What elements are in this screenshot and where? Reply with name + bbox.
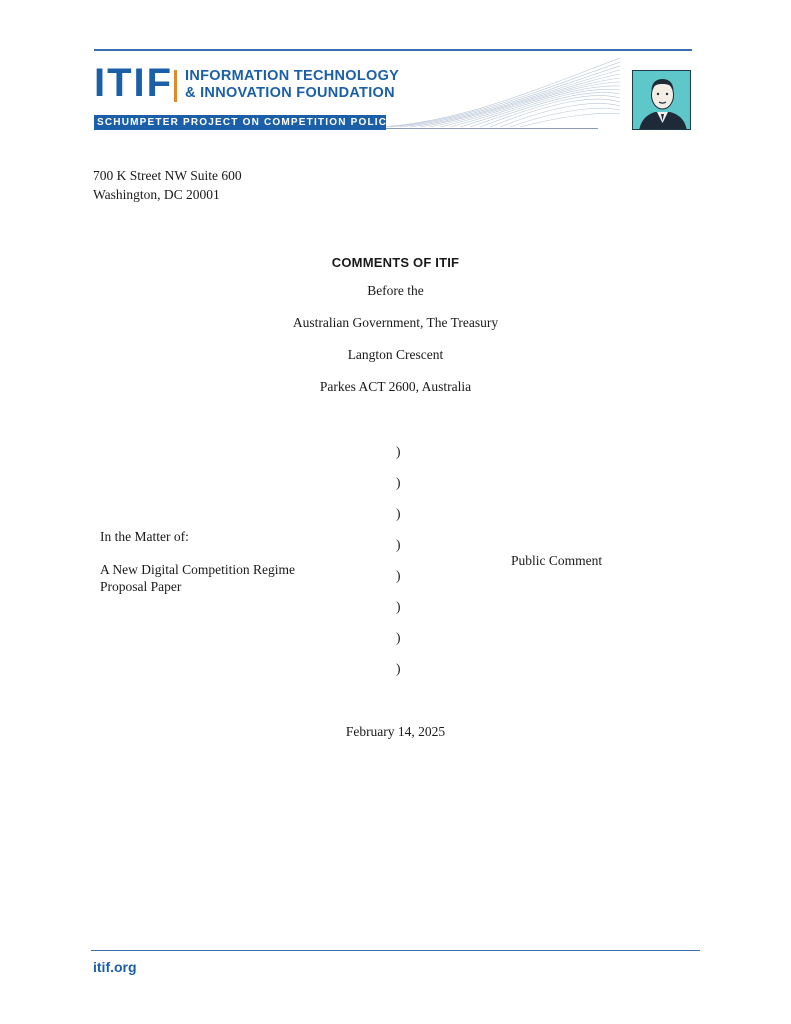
caption-paren: )	[396, 661, 401, 676]
schumpeter-portrait-image	[632, 70, 691, 130]
recipient-city: Parkes ACT 2600, Australia	[319, 379, 472, 394]
matter-title	[100, 561, 295, 595]
header-rule	[94, 49, 692, 51]
organization-name-line2: & INNOVATION FOUNDATION	[185, 85, 395, 101]
recipient-street: Langton Crescent	[347, 347, 444, 362]
header-wave-graphic	[380, 52, 620, 132]
program-band: SCHUMPETER PROJECT ON COMPETITION POLICY	[94, 115, 386, 130]
logo-divider	[174, 70, 177, 102]
caption-paren: )	[396, 444, 401, 459]
caption-paren: )	[396, 506, 401, 521]
itif-logo-mark: ITIF	[94, 61, 174, 105]
caption-paren: )	[396, 599, 401, 614]
matter-title-line1: A New Digital Competition Regime	[100, 562, 295, 577]
organization-name-line1: INFORMATION TECHNOLOGY	[185, 68, 400, 84]
caption-paren: )	[396, 568, 401, 583]
address-line2: Washington, DC 20001	[93, 187, 220, 202]
footer-site-link[interactable]: itif.org	[93, 959, 137, 975]
recipient-name: Australian Government, The Treasury	[292, 315, 499, 330]
matter-title-line2: Proposal Paper	[100, 579, 182, 594]
sender-address	[93, 166, 242, 204]
caption-paren: )	[396, 630, 401, 645]
document-title: COMMENTS OF ITIF	[331, 255, 460, 270]
footer-rule	[91, 950, 700, 951]
document-date: February 14, 2025	[345, 724, 446, 739]
band-underline	[386, 128, 598, 129]
matter-label: In the Matter of:	[100, 529, 189, 544]
address-line1: 700 K Street NW Suite 600	[93, 168, 242, 183]
before-the: Before the	[367, 283, 424, 298]
caption-paren: )	[396, 537, 401, 552]
organization-name	[185, 68, 399, 102]
caption-paren: )	[396, 475, 401, 490]
document-type: Public Comment	[511, 553, 603, 568]
